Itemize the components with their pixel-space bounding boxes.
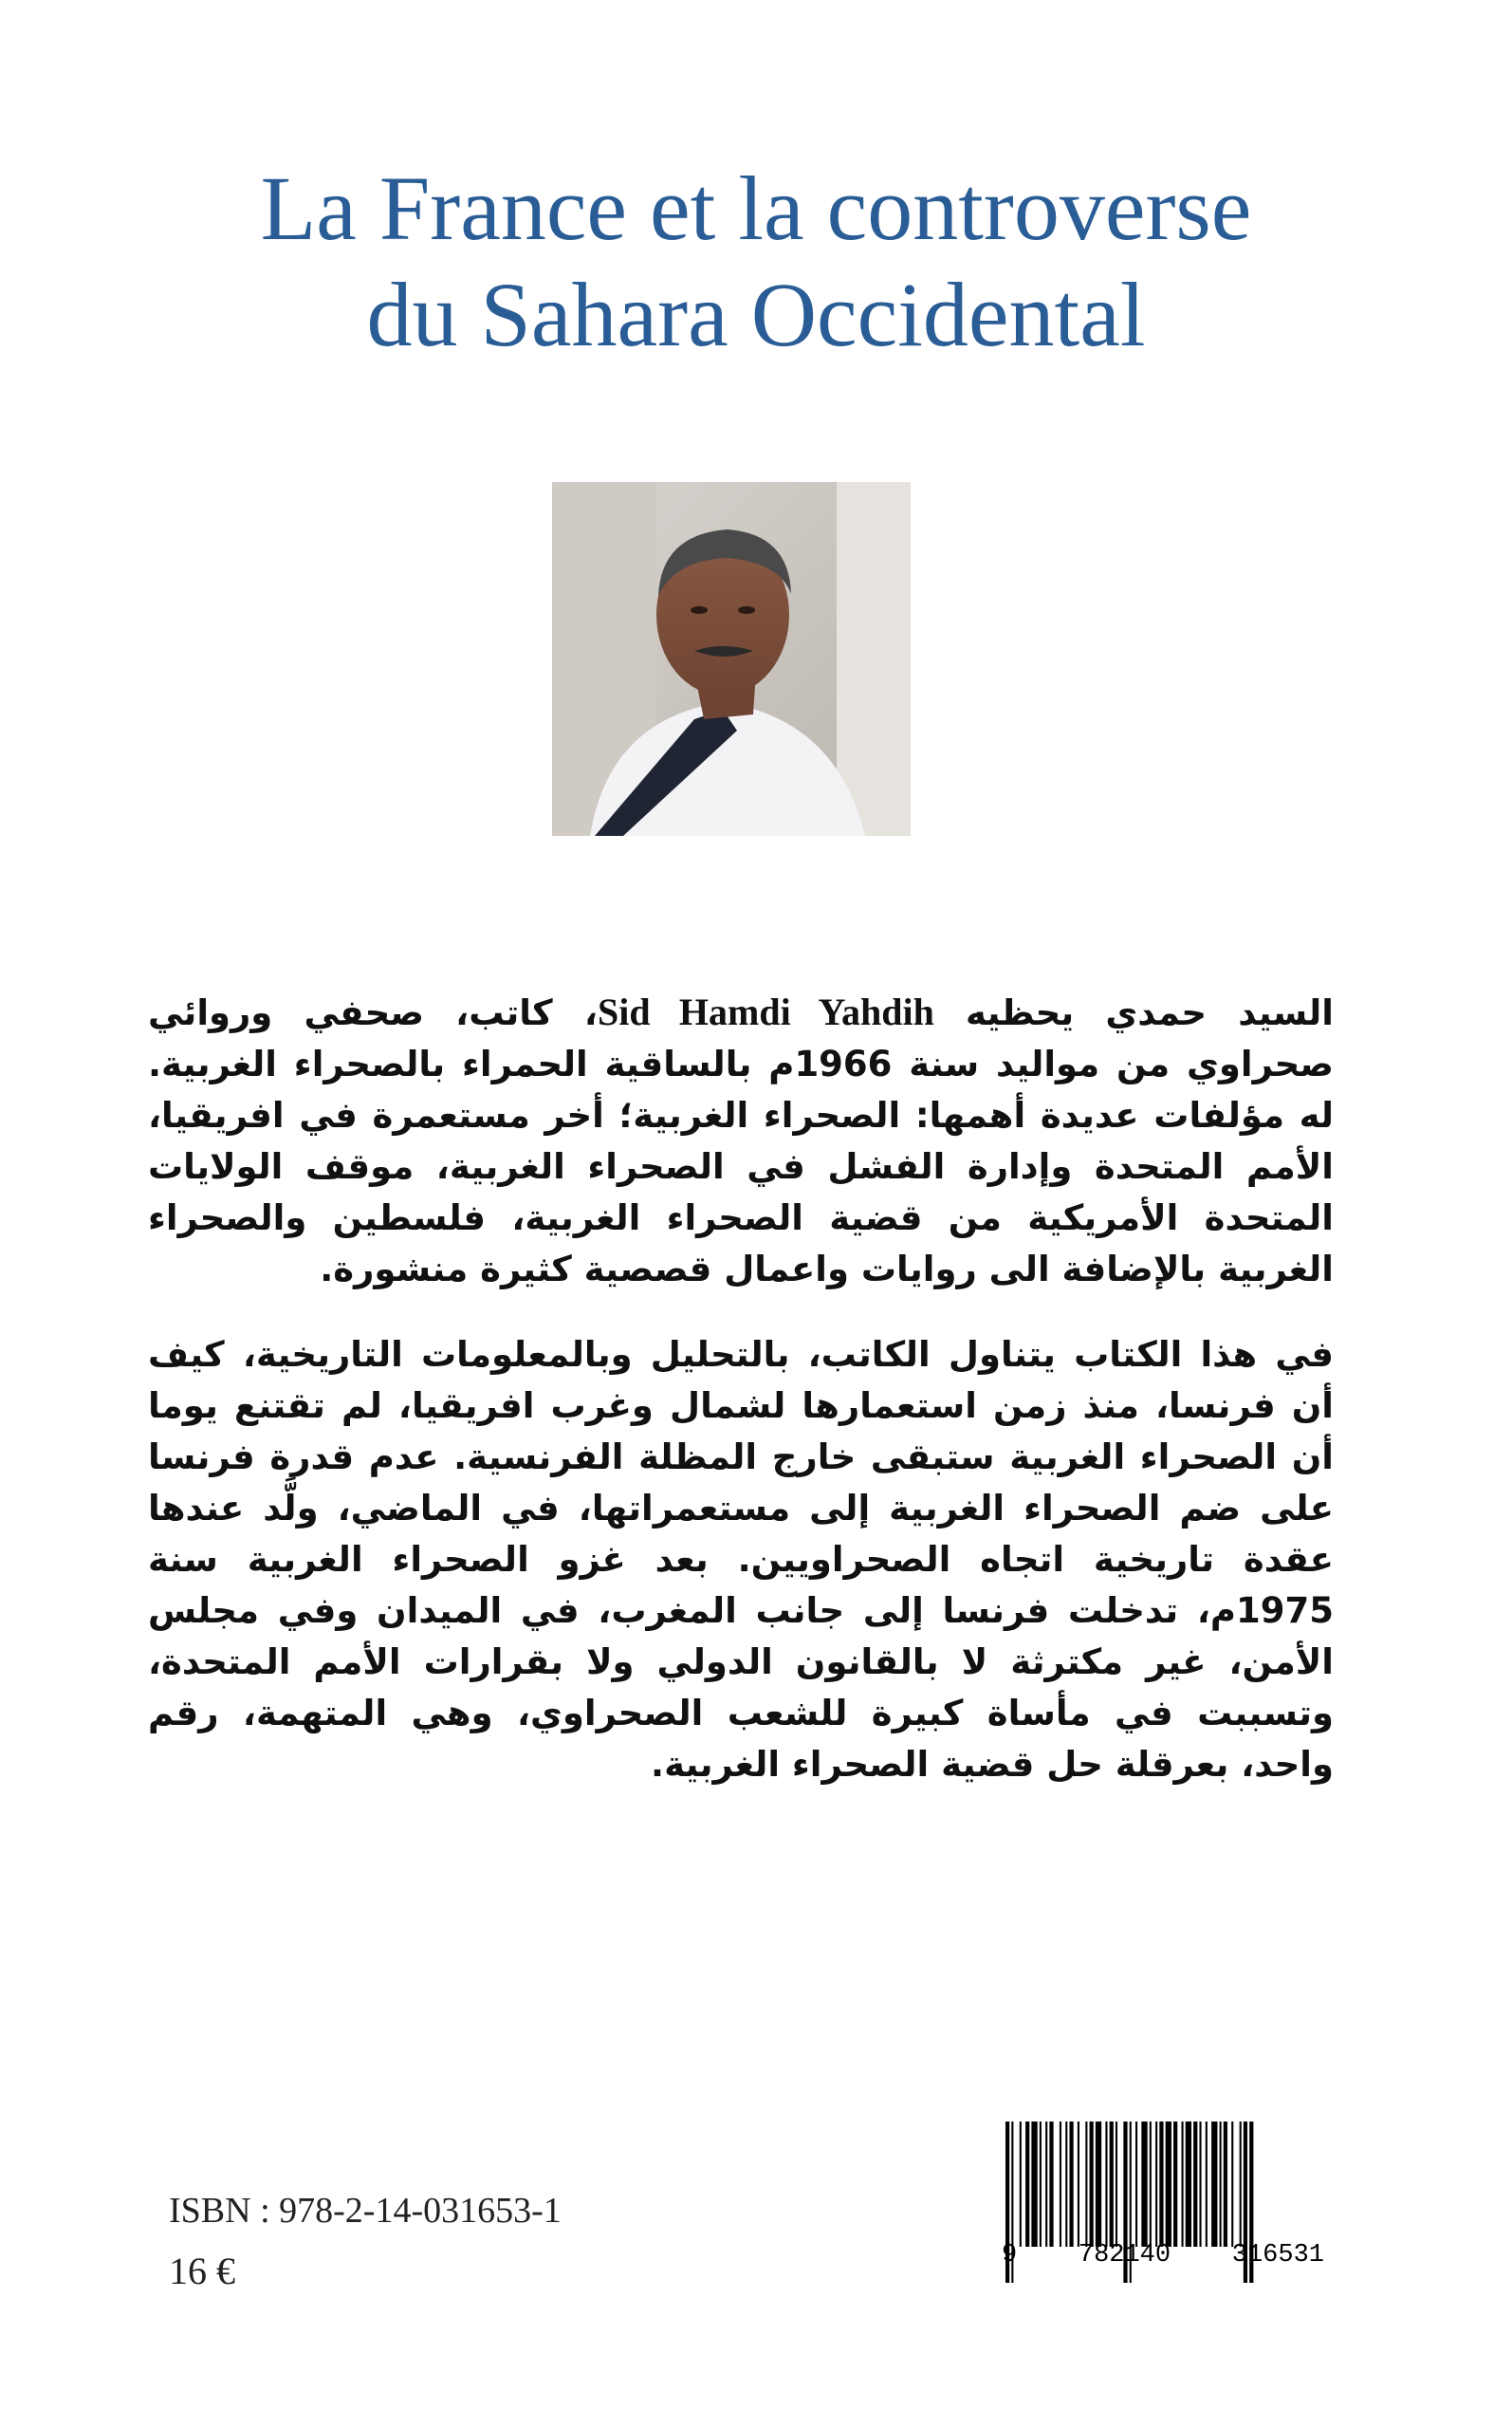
barcode-bar — [1105, 2122, 1107, 2247]
book-title-line-1: La France et la controverse — [260, 158, 1252, 260]
barcode-bar — [1224, 2122, 1227, 2247]
barcode-bar — [1206, 2122, 1208, 2247]
barcode-bar — [1069, 2122, 1073, 2247]
barcode-bar — [1096, 2122, 1101, 2247]
barcode-bar — [1173, 2122, 1177, 2247]
barcode-bar — [1166, 2122, 1171, 2247]
barcode-icon — [986, 2114, 1337, 2300]
barcode-bar — [1220, 2122, 1222, 2247]
barcode-bar — [1065, 2122, 1067, 2247]
barcode-bar — [1155, 2122, 1157, 2247]
barcode-digit-group-2: 782140 — [1078, 2241, 1171, 2270]
barcode-bars — [986, 2114, 1337, 2300]
barcode-bar — [1199, 2122, 1201, 2247]
book-description — [148, 987, 1334, 1825]
barcode-bar — [1135, 2122, 1137, 2247]
barcode-bar — [1078, 2122, 1079, 2247]
author-portrait-illustration — [552, 482, 911, 836]
book-title — [0, 156, 1512, 368]
barcode-bar — [1049, 2122, 1053, 2247]
barcode-bar — [1211, 2122, 1217, 2247]
barcode-digits — [1002, 2241, 1324, 2270]
book-title-line-2: du Sahara Occidental — [366, 264, 1146, 366]
barcode-bar — [1031, 2122, 1037, 2247]
author-bio-paragraph — [148, 987, 1334, 1295]
barcode-bar — [1045, 2122, 1047, 2247]
barcode-bar — [1186, 2122, 1191, 2247]
barcode-bar — [1110, 2122, 1114, 2247]
barcode-digit-group-1: 9 — [1002, 2241, 1018, 2270]
barcode-bar — [1025, 2122, 1029, 2247]
isbn-label: ISBN : 978-2-14-031653-1 — [169, 2191, 562, 2231]
author-bio-intro: السيد حمدي يحظيه — [933, 992, 1334, 1033]
author-name: Sid Hamdi Yahdih — [597, 991, 934, 1033]
barcode-bar — [1182, 2122, 1184, 2247]
barcode-bar — [1150, 2122, 1152, 2247]
author-bio-details: ، كاتب، صحفي وروائي صحراوي من مواليد سنة 1966م بالساقية الحمراء بالصحراء الغربية. له مؤلفات عديدة أهمها: الصحراء الغربية؛ أخر مستعمرة في افريقيا، الأمم المتحدة وإدارة الفشل في الصحراء الغربية، موقف الولايات المتحدة الأمريكية من قضية الصحراء الغربية، فلسطين والصحراء الغربية بالإضافة الى روايات واعمال قصصية كثيرة منشورة. — [148, 992, 1335, 1289]
barcode-bar — [1116, 2122, 1117, 2247]
barcode-bar — [1159, 2122, 1163, 2247]
barcode-bar — [1231, 2122, 1233, 2247]
barcode-bar — [1060, 2122, 1061, 2247]
barcode-bar — [1020, 2122, 1022, 2247]
barcode-bar — [1040, 2122, 1042, 2247]
book-summary-paragraph: في هذا الكتاب يتناول الكاتب، بالتحليل وبالمعلومات التاريخية، كيف أن فرنسا، منذ زمن استعمارها لشمال وغرب افريقيا، لم تقتنع يوما أن الصحراء الغربية ستبقى خارج المظلة الفرنسية. عدم قدرة فرنسا على ضم الصحراء الغربية إلى مستعمراتها، في الماضي، ولَّد عندها عقدة تاريخية اتجاه الصحراويين. بعد غزو الصحراء الغربية سنة 1975م، تدخلت فرنسا إلى جانب المغرب، في الميدان وفي مجلس الأمن، غير مكترثة لا بالقانون الدولي ولا بقرارات الأمم المتحدة، وتسببت في مأساة كبيرة للشعب الصحراوي، وهي المتهمة، رقم واحد، بعرقلة حل قضية الصحراء الغربية. — [148, 1334, 1334, 1785]
barcode-bar — [1141, 2122, 1147, 2247]
barcode-digit-group-3: 316531 — [1231, 2241, 1324, 2270]
barcode-bar — [1085, 2122, 1087, 2247]
barcode-bar — [1090, 2122, 1094, 2247]
author-portrait-icon — [552, 482, 911, 836]
barcode-bar — [1240, 2122, 1242, 2247]
price-label: 16 € — [169, 2250, 235, 2292]
barcode-bar — [1193, 2122, 1197, 2247]
